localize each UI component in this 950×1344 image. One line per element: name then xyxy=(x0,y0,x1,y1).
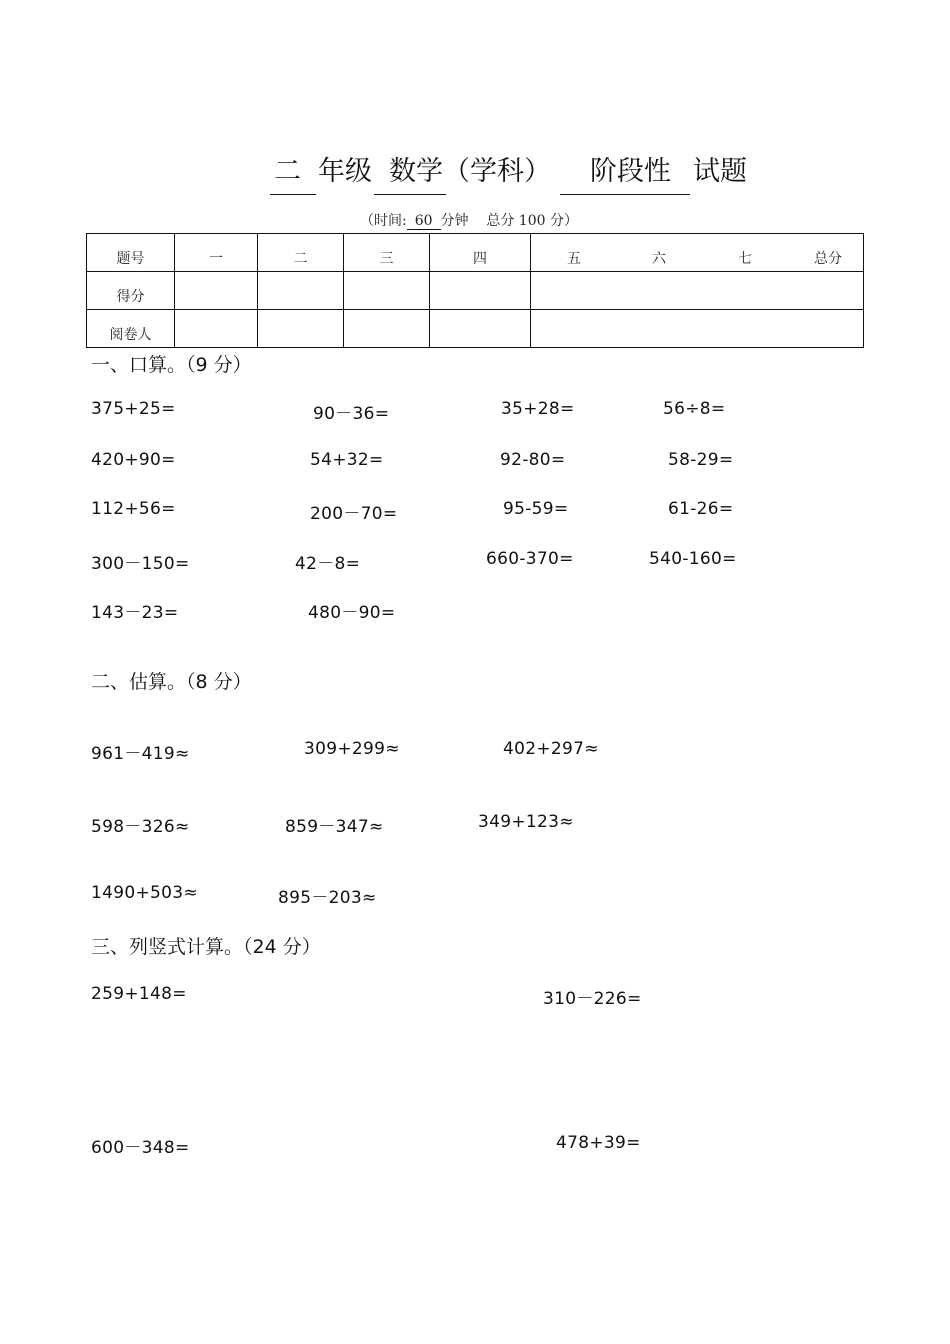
problem: 309+299≈ xyxy=(304,739,400,759)
score-cell[interactable] xyxy=(258,272,344,310)
problem: 54+32= xyxy=(310,450,384,470)
section1-title: 一、口算。（9 分） xyxy=(91,354,252,376)
subject-underline xyxy=(374,194,446,195)
row-label: 阅卷人 xyxy=(87,310,175,348)
grader-cell[interactable] xyxy=(258,310,344,348)
problem: 540-160= xyxy=(649,549,737,569)
section2-title: 二、估算。（8 分） xyxy=(91,671,252,693)
problem: 35+28= xyxy=(501,399,575,419)
stage-underline xyxy=(560,194,690,195)
problem: 478+39= xyxy=(556,1133,641,1153)
row-label: 得分 xyxy=(87,272,175,310)
time-prefix: （时间: xyxy=(360,213,407,229)
subject-paren: （学科） xyxy=(443,156,551,187)
col-header: 题号 xyxy=(87,234,175,272)
exam-label: 试题 xyxy=(693,156,747,187)
score-cell[interactable] xyxy=(430,272,531,310)
grader-cell[interactable] xyxy=(344,310,430,348)
problem: 349+123≈ xyxy=(478,812,574,832)
problem: 859－347≈ xyxy=(285,817,384,837)
section3-title: 三、列竖式计算。（24 分） xyxy=(91,936,321,958)
col-header: 六 xyxy=(652,251,666,267)
col-header-group xyxy=(531,234,864,272)
problem: 895－203≈ xyxy=(278,888,377,908)
grader-cell[interactable] xyxy=(531,310,864,348)
score-table xyxy=(86,233,864,348)
time-suffix: 分钟 xyxy=(440,213,469,229)
problem: 58-29= xyxy=(668,450,734,470)
grader-row xyxy=(87,310,864,348)
problem: 259+148= xyxy=(91,984,187,1004)
score-cell[interactable] xyxy=(344,272,430,310)
problem: 92-80= xyxy=(500,450,566,470)
problem: 598－326≈ xyxy=(91,817,190,837)
col-header: 总分 xyxy=(814,251,842,267)
score-cell[interactable] xyxy=(531,272,864,310)
problem: 42－8= xyxy=(295,554,361,574)
problem: 420+90= xyxy=(91,450,176,470)
score-cell[interactable] xyxy=(175,272,258,310)
problem: 660-370= xyxy=(486,549,574,569)
col-header: 七 xyxy=(738,251,752,267)
total-score: 总分 100 分） xyxy=(486,213,578,229)
stage-value: 阶段性 xyxy=(590,156,671,187)
problem: 61-26= xyxy=(668,499,734,519)
problem: 480－90= xyxy=(308,603,396,623)
time-value: 60 xyxy=(407,213,441,230)
problem: 143－23= xyxy=(91,603,179,623)
col-header: 一 xyxy=(175,234,258,272)
col-header: 二 xyxy=(258,234,344,272)
score-row xyxy=(87,272,864,310)
exam-info xyxy=(360,210,578,230)
problem: 310－226= xyxy=(543,989,642,1009)
grade-underline xyxy=(270,194,316,195)
problem: 200－70= xyxy=(310,504,398,524)
col-header: 五 xyxy=(567,251,581,267)
problem: 56÷8= xyxy=(663,399,726,419)
problem: 375+25= xyxy=(91,399,176,419)
col-header: 四 xyxy=(430,234,531,272)
grade-value: 二 xyxy=(274,156,301,187)
col-header: 三 xyxy=(344,234,430,272)
problem: 961－419≈ xyxy=(91,744,190,764)
problem: 90－36= xyxy=(313,404,390,424)
table-header-row xyxy=(87,234,864,272)
problem: 95-59= xyxy=(503,499,569,519)
grade-suffix: 年级 xyxy=(318,156,372,187)
grader-cell[interactable] xyxy=(175,310,258,348)
exam-title xyxy=(0,152,950,200)
problem: 402+297≈ xyxy=(503,739,599,759)
subject-value: 数学 xyxy=(389,156,443,187)
problem: 112+56= xyxy=(91,499,176,519)
problem: 1490+503≈ xyxy=(91,883,198,903)
problem: 300－150= xyxy=(91,554,190,574)
problem: 600－348= xyxy=(91,1138,190,1158)
grader-cell[interactable] xyxy=(430,310,531,348)
